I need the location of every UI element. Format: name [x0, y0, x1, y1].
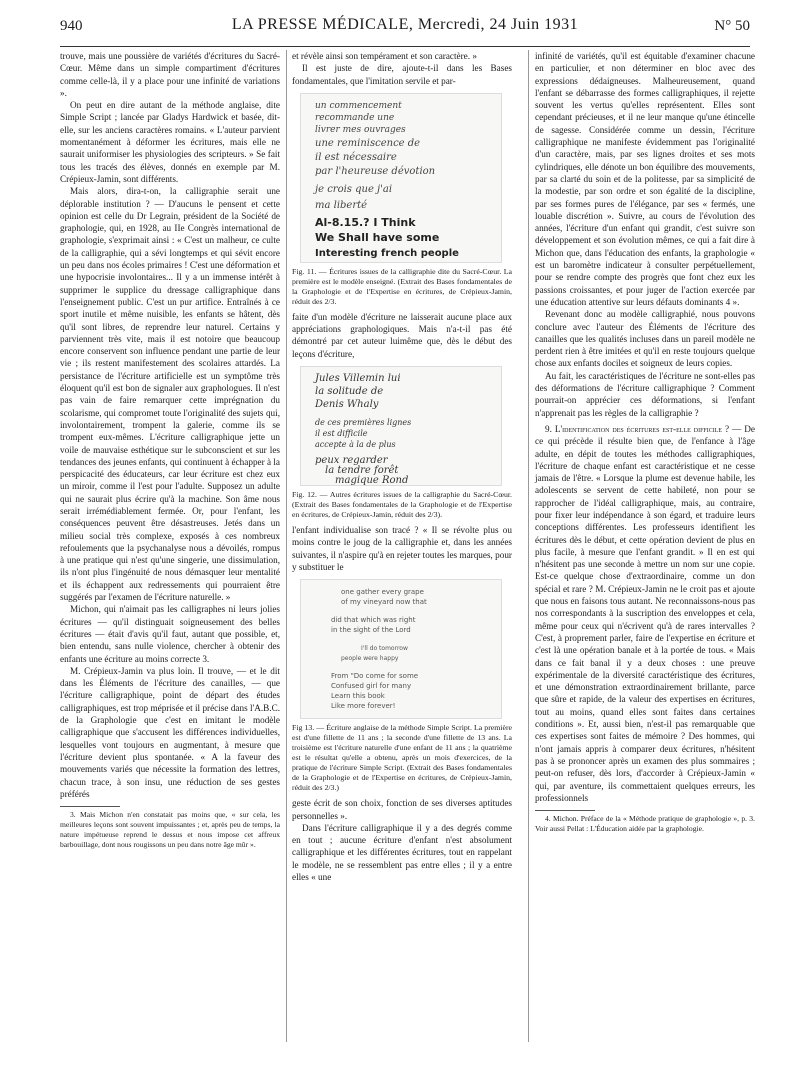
handwriting-line: I'll do tomorrow: [361, 645, 408, 653]
handwriting-line: of my vineyard now that: [341, 598, 427, 607]
paragraph: Au fait, les caractéristiques de l'écriture ne sont-elles pas des déformations de l'écriture calligraphique ? Comment pourrait-on apprécier ces déformations, si l'enfant n'apprenait pas les règles de la calligraphie ?: [535, 370, 755, 418]
handwriting-line: ma liberté: [315, 199, 368, 211]
section-heading: 9. L'identification des écritures est-elle difficile ?: [545, 423, 730, 434]
footnote-rule: [60, 806, 120, 807]
column-right: [535, 50, 755, 834]
handwriting-line: il est difficile: [315, 429, 368, 439]
figure-caption: Fig. 12. — Autres écritures issues de la calligraphie du Sacré-Cœur. (Extrait des Bases fondamentales de la Graphologie et de l'Expertise en écritures, de Crépieux-Jamin, réduit des 2/3).: [292, 490, 512, 520]
handwriting-line: in the sight of the Lord: [331, 626, 411, 635]
handwriting-line: did that which was right: [331, 616, 416, 625]
figure-caption: Fig. 11. — Écritures issues de la calligraphie dite du Sacré-Cœur. La première est le modèle enseigné. (Extrait des Bases fondamentales de la Graphologie et de l'Expertise en écritures, de Crépieux-Jamin, réduit des 2/3.: [292, 266, 512, 306]
column-middle: [292, 50, 512, 883]
journal-title: LA PRESSE MÉDICALE, Mercredi, 24 Juin 1931: [231, 16, 579, 33]
footnote-rule: [535, 810, 595, 811]
handwriting-line: livrer mes ouvrages: [315, 124, 406, 135]
handwriting-line: Like more forever!: [331, 702, 396, 711]
handwriting-line: je crois que j'ai: [315, 183, 393, 195]
page-header: [60, 14, 750, 44]
paragraph: geste écrit de son choix, fonction de ses diverses aptitudes personnelles ».: [292, 798, 512, 821]
handwriting-line: We Shall have some: [315, 230, 440, 244]
paragraph: Michon, qui n'aimait pas les calligraphes ni leurs jolies écritures — qu'il distinguait soigneusement des belles écritures — était d'avis qu'il faut, autant que possible, et, bien entendu, sans nulle violence, chercher à obtenir des enfants une écriture au moins correcte 3.: [60, 604, 280, 664]
handwriting-line: From "Do come for some: [331, 672, 419, 681]
handwriting-line: Al-8.15.? I Think: [315, 215, 416, 229]
column-divider: [286, 50, 287, 1042]
handwriting-line: magique Rond: [335, 475, 409, 486]
paragraph: Mais alors, dira-t-on, la calligraphie serait une déplorable institution ? — D'aucuns le pensent et cette opinion est celle du Dr Legrain, président de la Société de graphologie, qui, en 1928, au IIe Congrès international de graphologie, s'exprimait ainsi : « C'est un malheur, ce culte de la calligraphie, qui a sévi longtemps et qui sévit encore un peu dans nos écoles primaires ! C'est une déformation et une hypocrisie involontaires... Il y a un immense intérêt à supprimer le supplice du dressage calligraphique dans l'enseignement public. C'est un pur artifice. Entraînés à ce sport inutile et même nuisible, les enfants se hâtent, dès qu'il sont libres, de reprendre leur naturel. Certains y parviennent très vite, mais il est notoire que beaucoup encore conservent son influence pendant une partie de leur vie ; ils restent manifestement des scolaires attardés. La persistance de l'écriture artificielle est un symptôme très éloquent qu'il est bon de signaler aux graphologues. Il n'est pas vain de faire remarquer cette imprégnation du scolarisme, qui compromet toute l'originalité des sujets qui, involontairement, trompent la galerie, comme ils se trompent eux-mêmes. L'écriture calligraphique jette un voile de mauvaise esthétique sur le subconscient et sur les tendances des jeunes enfants, qui continuent à échapper à la perspicacité des éducateurs, car leur écriture est chez eux un miroir, comme il l'est pour l'adulte. Supposez un adulte qui ne saurait plus écrire qu'à la machine. Son âme nous serait irrémédiablement fermée. Or, pour l'enfant, les conséquences peuvent être désastreuses. Jetés dans un milieu social très complexe, exposés à ces nombreux refoulements que la psychanalyse nous a dévoilés, rompus à une pratique qui n'est qu'une singerie, une dissimulation, ils n'ont plus l'ingénuité de nous démasquer leur mentalité et ils échappent aux redressements qui pourraient être suggérés par l'examen de l'écriture naturelle. »: [60, 186, 280, 603]
footnote: 3. Mais Michon n'en constatait pas moins que, « sur cela, les meilleures leçons sont souvent impuissantes ; et, après peu de temps, la nature impétueuse reprend le dessus et nous impose cet affreux barbouillage, dont nous rougissons un peu dans notre âge mûr ».: [60, 810, 280, 849]
paragraph: Dans l'écriture calligraphique il y a des degrés comme en tout ; aucune écriture d'enfant n'est absolument calligraphique et les différentes écritures, tout en rappelant le modèle, ne se ressemblent pas entre elles ; il y a entre elles « une: [292, 822, 512, 883]
paragraph: Revenant donc au modèle calligraphié, nous pouvons conclure avec l'auteur des Éléments de l'écriture des canailles que les qualités incluses dans un pareil modèle ne perdent rien à être imitées et qu'il en reste toujours quelque chose aux enfants dociles et soigneux de leurs copies.: [535, 309, 755, 369]
handwriting-line: one gather every grape: [341, 588, 424, 597]
figure-caption: Fig 13. — Écriture anglaise de la méthode Simple Script. La première est d'une fillette de 11 ans ; la seconde d'une fillette de 13 ans. La troisième est l'écriture naturelle d'une enfant de 11 ans ; la quatrième est le résultat qu'elle a obtenu, après un mois d'exercices, de la pratique de l'écriture Simple Script. (Extrait des Bases fondamentales de la Graphologie et de l'Expertise en écritures, de Crépieux-Jamin, réduit des 2/3.): [292, 723, 512, 793]
section-text: — De ce qui précède il résulte bien que, de l'enfance à l'âge adulte, en dépit de toutes les méthodes calligraphiques, l'écriture de chaque enfant est caractéristique et ne cesse jamais de l'être. « Lorsque la plume est devenue habile, les adolescents se servent de cette habileté, non pour se rapprocher de l'idéal calligraphique, mais, au contraire, pour fixer leur indépendance à son égard, et traduire leurs conceptions différentes. Les professeurs identifient les écritures dès le début, et cette opération devient de plus en plus facile, à mesure que l'enfant grandit. » Il en est qui n'hésitent pas une seconde à mettre un nom sur une copie. Est-ce quelque chose d'extraordinaire, comme un don spécial et rare ? M. Crépieux-Jamin ne le croit pas et ajoute que nous en faisons tous autant. Ne reconnaissons-nous pas nos correspondants à la suscription des enveloppes et cela, même pour ceux qui n'écrivent qu'à de rares intervalles ? C'est, à proprement parler, faire de l'expertise en écriture et c'est là une opération banale et à la portée de tous. « Mais dans ce fait banal il y a deux choses : une preuve expérimentale de la diversité caractéristique des écritures, et une démonstration extraordinairement brillante, parce que sûre et rapide, de la valeur des expertises en écritures, tout au moins, quand elles sont faites dans certaines conditions ». Et, aussi bien, n'est-il pas remarquable que ces expertises sont faites de mémoire ? Des hommes, qui n'ont jamais appris à comparer deux écritures, n'hésitent pas à se prononcer après un examen des plus sommaires ; peut-on refuser, dès lors, d'accorder à Crépieux-Jamin « qui, par aventure, ils commettaient quelques erreurs, les professionnels: [535, 423, 755, 803]
handwriting-line: peux regarder: [315, 455, 388, 467]
handwriting-line: par l'heureuse dévotion: [315, 165, 436, 177]
paragraph: faite d'un modèle d'écriture ne laisserait aucune place aux appréciations graphologiques. Mais n'a-t-il pas été démontré par cet auteur luimême que, dès le début des leçons d'écriture,: [292, 311, 512, 359]
figure-12-handwriting: [300, 366, 502, 486]
paragraph: infinité de variétés, qu'il est équitable d'examiner chacune en particulier, et non déterminer en bloc avec des expressions dédaigneuses. Malheureusement, quand l'enfant se débarrasse des formes calligraphiques, il rejette souvent les vertus qu'elles représentent. Elles sont cependant précieuses, et il ne leur manque qu'une étincelle de sagesse. Considérée comme un dessin, l'écriture calligraphique ne manifeste évidemment pas l'originalité d'un caractère, mais, par ses lignes droites et ses mots cylindriques, elle dénote un bon équilibre des mouvements, par sa clarté du soin et de la politesse, par sa simplicité de la modestie, par son ordre et son égalité de la discipline, par ses formes pures de l'élégance, par ses « fermés, une louable discrétion ». Suivre, au cours de l'évolution des années, l'écriture d'un enfant qui grandit, c'est suivre son développement et son évolution mêmes, ce qui a fait dire à Michon que, dans l'éducation des enfants, la graphologie « est un baromètre indicateur à consulter perpétuellement, pour se rendre compte des progrès que font chez eux les passions croissantes, et pour juger de l'action exercée par une éducation attentive sur leurs défauts dominants 4 ».: [535, 51, 755, 307]
paragraph: M. Crépieux-Jamin va plus loin. Il trouve, — et le dit dans les Éléments de l'écriture des canailles, — que l'écriture calligraphique, point de départ des études calligraphiques, est trop méprisée et il précise dans l'A.B.C. de la Graphologie que c'est en imitant le modèle calligraphique que s'accusent les différences individuelles, lesquelles vont toujours en augmentant, à mesure que l'écriture devient plus spontanée. « A la faveur des mouvements variés que nécessite la formation des lettres, chacun trace, à son insu, une réduction de ses gestes préférés: [60, 665, 280, 799]
handwriting-line: la tendre forêt: [325, 465, 399, 477]
handwriting-line: Jules Villemin lui: [315, 373, 401, 385]
paragraph: Il est juste de dire, ajoute-t-il dans les Bases fondamentales, que l'imitation servile et par-: [292, 63, 512, 86]
header-rule: [60, 46, 750, 47]
figure-13-handwriting: [300, 579, 502, 719]
paragraph: trouve, mais une poussière de variétés d'écritures du Sacré-Cœur. Même dans un simple compartiment d'écritures comme celle-là, il y a place pour une infinité de variations ».: [60, 51, 280, 98]
paragraph: l'enfant individualise son tracé ? « Il se révolte plus ou moins contre le joug de la calligraphie et, dans les années suivantes, il n'aspire qu'à en rejeter toutes les marques, pour y substituer le: [292, 525, 512, 572]
column-left: [60, 50, 280, 849]
handwriting-line: Denis Whaly: [315, 399, 379, 411]
handwriting-line: accepte à la de plus: [315, 440, 396, 450]
handwriting-line: la solitude de: [315, 386, 384, 398]
column-divider: [528, 50, 529, 1042]
handwriting-line: people were happy: [341, 655, 399, 663]
handwriting-line: de ces premières lignes: [315, 418, 412, 428]
handwriting-line: un commencement: [315, 100, 402, 111]
handwriting-line: recommande une: [315, 112, 395, 123]
handwriting-sample-image: [301, 367, 501, 485]
figure-11-handwriting: [300, 93, 502, 263]
handwriting-line: Confused girl for many: [331, 682, 412, 691]
paragraph: On peut en dire autant de la méthode anglaise, dite Simple Script ; lancée par Gladys Hardwick et basée, dit-elle, sur les anciens caractères romains. « L'auteur parvient momentanément à déformer les écritures, mais elle ne saurait uniformiser les physiologies des scripteurs. » Se fait tous les tracés des élèves, donnés en exemple par M. Crépieux-Jamin, sont différents.: [60, 100, 280, 184]
paragraph: et révèle ainsi son tempérament et son caractère. »: [292, 51, 477, 61]
handwriting-line: Learn this book: [331, 692, 385, 701]
handwriting-line: il est nécessaire: [315, 151, 397, 163]
handwriting-line: une reminiscence de: [315, 137, 421, 149]
handwriting-sample-image: [301, 94, 501, 262]
handwriting-line: Interesting french people: [315, 247, 459, 259]
footnote: 4. Michon. Préface de la « Méthode pratique de graphologie », p. 3. Voir aussi Pellat : L'Éducation aidée par la graphologie.: [535, 814, 755, 833]
handwriting-sample-image: [301, 580, 501, 718]
issue-number: N° 50: [714, 18, 750, 34]
page-number: 940: [60, 18, 83, 34]
